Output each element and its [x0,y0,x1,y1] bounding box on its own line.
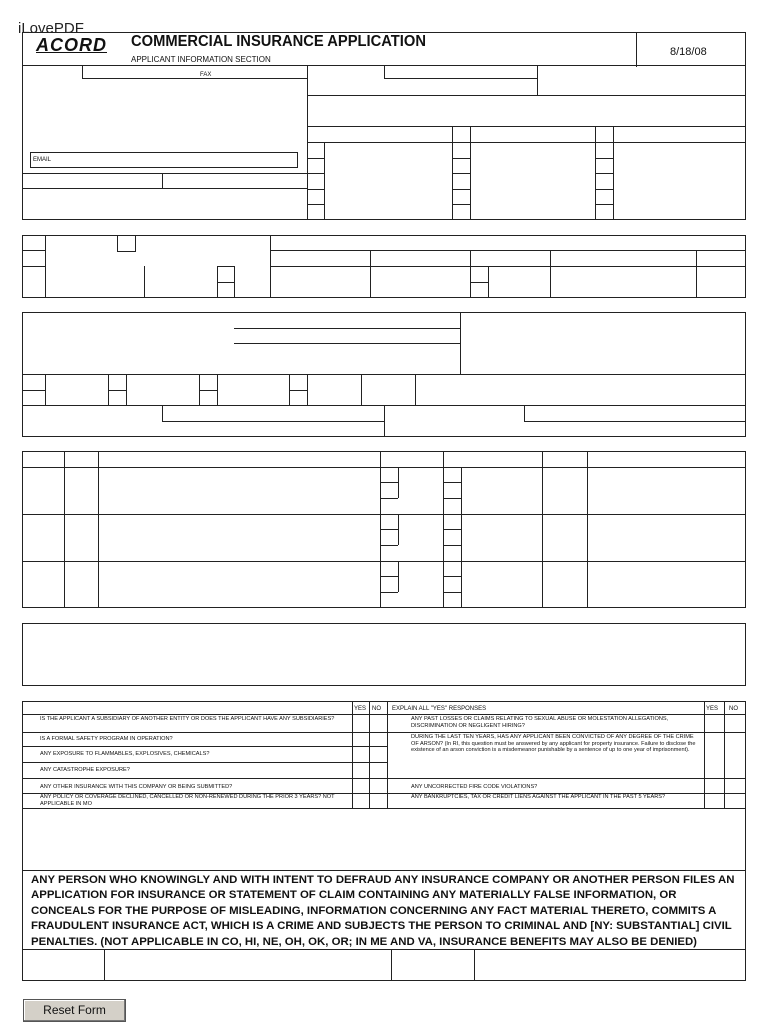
fraud-line: PENALTIES. (NOT APPLICABLE IN CO, HI, NE, OH, OK, OR; IN ME AND VA, INSURANCE BENEFITS MAY ALSO BE DENIED) [31,935,697,948]
explain-header: EXPLAIN ALL "YES" RESPONSES [392,706,487,712]
question-other-insurance: ANY OTHER INSURANCE WITH THIS COMPANY OR BEING SUBMITTED? [40,784,233,790]
divider [98,451,99,608]
section-subtitle: APPLICANT INFORMATION SECTION [131,55,271,64]
divider [307,142,746,143]
divider [217,374,218,405]
question-fire-code: ANY UNCORRECTED FIRE CODE VIOLATIONS? [411,784,538,790]
divider [470,250,471,298]
divider [22,173,307,174]
divider [380,529,398,530]
divider [460,312,461,375]
divider [104,949,105,981]
divider [307,126,746,127]
email-label: EMAIL [33,157,52,163]
divider [45,374,46,405]
fraud-statement [31,873,743,950]
divider [398,514,399,545]
divider [443,592,461,593]
divider [270,266,746,267]
fraud-line: ANY PERSON WHO KNOWINGLY AND WITH INTENT TO DEFRAUD ANY INSURANCE COMPANY OR ANOTHER PERSON FILES AN [31,874,735,886]
question-catastrophe: ANY CATASTROPHE EXPOSURE? [40,767,130,773]
divider [461,467,462,608]
divider [474,949,475,981]
fraud-line: APPLICATION FOR INSURANCE OR STATEMENT OF CLAIM CONTAINING ANY MATERIALLY FALSE INFORMATION, OR [31,889,677,902]
divider [270,250,746,251]
divider [595,158,613,159]
divider [217,282,235,283]
divider [595,173,613,174]
divider [22,250,45,251]
fax-field[interactable] [82,65,308,79]
divider [537,65,538,95]
divider [162,405,163,421]
divider [307,173,324,174]
divider [307,374,308,405]
divider [199,390,217,391]
divider [452,189,470,190]
divider [524,421,746,422]
divider [64,451,65,608]
divider [470,282,488,283]
divider [387,778,746,779]
divider [22,714,746,715]
divider [126,374,127,405]
email-field[interactable] [30,152,298,168]
top-right-field[interactable] [384,65,538,79]
question-bankruptcies: ANY BANKRUPTCIES, TAX OR CREDIT LIENS AGAINST THE APPLICANT IN THE PAST 5 YEARS? [411,794,666,800]
reset-form-button[interactable]: Reset Form [23,999,126,1022]
question-safety-program: IS A FORMAL SAFETY PROGRAM IN OPERATION? [40,736,173,742]
divider [452,158,470,159]
divider [22,746,387,747]
divider [443,529,461,530]
checkbox[interactable] [117,235,136,252]
acord-logo: ACORD [36,35,107,55]
divider [380,545,398,546]
yes-header: YES [354,706,367,712]
divider [361,374,362,405]
divider [452,204,470,205]
divider [22,390,45,391]
divider [443,498,461,499]
divider [234,343,460,344]
divider [595,204,613,205]
page-title: COMMERCIAL INSURANCE APPLICATION [131,33,426,50]
fraud-line: FRAUDULENT INSURANCE ACT, WHICH IS A CRIME AND SUBJECTS THE PERSON TO CRIMINAL AND [NY: SUBSTANTIAL] CIVIL [31,920,732,933]
divider [307,158,324,159]
remarks-box[interactable] [22,623,746,686]
divider [144,266,145,298]
divider [380,592,398,593]
form-date: 8/18/08 [670,46,707,58]
divider [22,266,45,267]
yes-header-right: YES [706,706,719,712]
divider [387,732,746,733]
divider [550,250,551,298]
explanation-area[interactable] [22,808,746,871]
fraud-line: CONCEALS FOR THE PURPOSE OF MISLEADING, INFORMATION CONCERNING ANY FACT MATERIAL THERETO, COMMITS A [31,904,717,917]
divider [324,142,325,220]
divider [443,576,461,577]
divider [162,173,163,188]
question-arson: DURING THE LAST TEN YEARS, HAS ANY APPLICANT BEEN CONVICTED OF ANY DEGREE OF THE CRIME OF ARSON? (In RI, this question must be answered by any applicant for property insurance. Failure to disclose the existence of an arson conviction is a misdemeanor punishable by a sentence of up to one year of imprisonment). [411,734,696,753]
divider [370,250,371,298]
divider [398,467,399,498]
divider [380,576,398,577]
divider [22,778,387,779]
divider [22,467,746,468]
watermark-text: iLovePDF [18,20,84,37]
divider [289,390,307,391]
divider [488,266,489,298]
divider [398,561,399,592]
divider [391,949,392,981]
question-sexual-abuse: ANY PAST LOSSES OR CLAIMS RELATING TO SEXUAL ABUSE OR MOLESTATION ALLEGATIONS, DISCRIMINATION OR NEGLIGENT HIRING? [411,716,669,729]
divider [108,390,126,391]
signature-row [22,949,746,981]
divider [45,235,46,298]
divider [234,328,460,329]
divider [587,451,588,608]
divider [415,374,416,405]
question-declined: ANY POLICY OR COVERAGE DECLINED, CANCELLED OR NON-RENEWED DURING THE PRIOR 3 YEARS? NOT APPLICABLE IN MO [40,794,335,807]
divider [307,189,324,190]
divider [542,451,543,608]
divider [380,498,398,499]
divider [162,421,384,422]
divider [452,173,470,174]
divider [443,545,461,546]
divider [380,482,398,483]
fax-label: FAX [200,72,212,78]
divider [524,405,525,421]
divider [22,732,387,733]
divider [22,762,387,763]
no-header: NO [372,706,381,712]
divider [613,126,614,220]
question-subsidiary: IS THE APPLICANT A SUBSIDIARY OF ANOTHER ENTITY OR DOES THE APPLICANT HAVE ANY SUBSIDIARIES? [40,716,335,722]
question-flammables: ANY EXPOSURE TO FLAMMABLES, EXPLOSIVES, CHEMICALS? [40,751,210,757]
header-divider [636,32,637,67]
header-frame [22,32,746,67]
divider [443,482,461,483]
divider [696,250,697,298]
no-header-right: NO [729,706,738,712]
divider [307,95,746,96]
divider [22,188,307,189]
divider [22,514,746,515]
divider [22,561,746,562]
divider [470,126,471,220]
divider [595,189,613,190]
divider [307,204,324,205]
divider [384,405,385,437]
divider [22,374,746,375]
